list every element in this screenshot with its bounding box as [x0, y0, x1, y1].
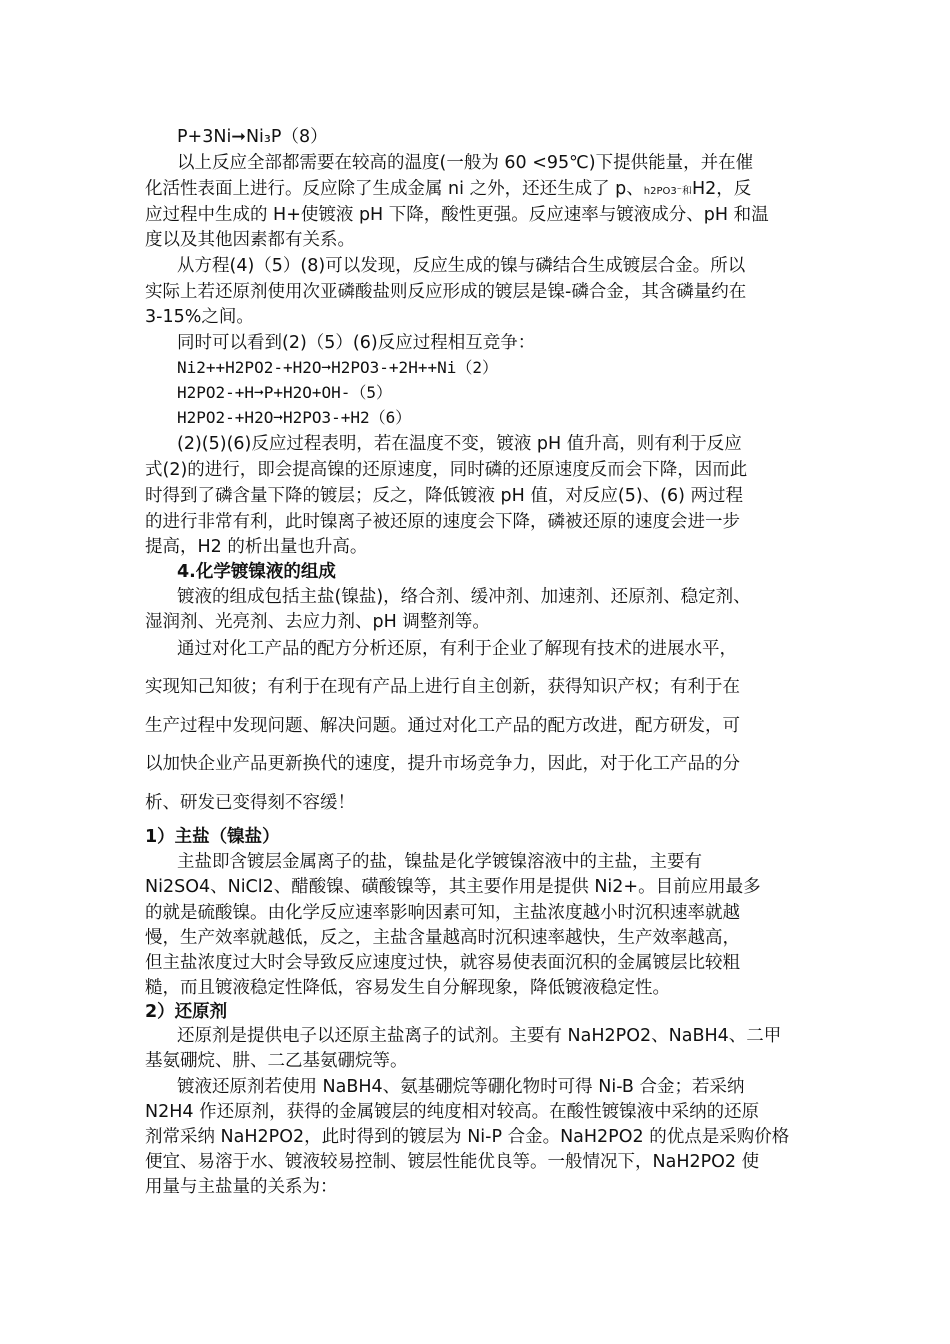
- paragraph-line: 时得到了磷含量下降的镀层；反之，降低镀液 pH 值，对反应(5)、(6) 两过程: [145, 486, 744, 506]
- paragraph-line: 基氨硼烷、肼、二乙基氨硼烷等。: [145, 1051, 408, 1071]
- paragraph-line: 但主盐浓度过大时会导致反应速度过快，就容易使表面沉积的金属镀层比较粗: [145, 953, 740, 973]
- paragraph-line: 度以及其他因素都有关系。: [145, 230, 355, 250]
- paragraph-line: 湿润剂、光亮剂、去应力剂、pH 调整剂等。: [145, 612, 490, 632]
- paragraph-line: 慢，生产效率就越低，反之，主盐含量越高时沉积速率越快，生产效率越高，: [145, 928, 740, 948]
- paragraph-line: 实际上若还原剂使用次亚磷酸盐则反应形成的镀层是镍-磷合金，其含磷量约在: [145, 282, 747, 302]
- paragraph-line: 化活性表面上进行。反应除了生成金属 ni 之外，还还生成了 p、h2PO3⁻和H2，反: [145, 179, 752, 199]
- paragraph-line: 生产过程中发现问题、解决问题。通过对化工产品的配方改进，配方研发，可: [145, 716, 740, 736]
- paragraph-line: (2)(5)(6)反应过程表明，若在温度不变，镀液 pH 值升高，则有利于反应: [177, 434, 742, 454]
- section-heading: 4.化学镀镍液的组成: [177, 562, 336, 582]
- equation-6: H2PO2-+H2O➞H2PO3-+H2（6）: [177, 408, 412, 427]
- paragraph-line: 提高，H2 的析出量也升高。: [145, 537, 368, 557]
- paragraph-line: 镀液还原剂若使用 NaBH4、氨基硼烷等硼化物时可得 Ni-B 合金；若采纳: [177, 1077, 745, 1097]
- paragraph-line: 通过对化工产品的配方分析还原，有利于企业了解现有技术的进展水平，: [177, 639, 737, 659]
- subsection-heading: 1）主盐（镍盐）: [145, 827, 280, 847]
- subscript-text: h2PO3⁻和: [643, 186, 692, 197]
- paragraph-line: 应过程中生成的 H+使镀液 pH 下降，酸性更强。反应速率与镀液成分、pH 和温: [145, 205, 769, 225]
- subsection-heading: 2）还原剂: [145, 1002, 228, 1022]
- paragraph-line: 剂常采纳 NaH2PO2，此时得到的镀层为 Ni-P 合金。NaH2PO2 的优点是采购价格: [145, 1127, 790, 1147]
- paragraph-line: 镀液的组成包括主盐(镍盐)，络合剂、缓冲剂、加速剂、还原剂、稳定剂、: [177, 587, 751, 607]
- paragraph-line: 析、研发已变得刻不容缓！: [145, 793, 355, 813]
- paragraph-line: 以加快企业产品更新换代的速度，提升市场竞争力，因此，对于化工产品的分: [145, 754, 740, 774]
- equation-8: P+3Ni➞Ni₃P（8）: [177, 127, 328, 147]
- paragraph-line: 的进行非常有利，此时镍离子被还原的速度会下降，磷被还原的速度会进一步: [145, 512, 740, 532]
- paragraph-line: 从方程(4)（5）(8)可以发现，反应生成的镍与磷结合生成镀层合金。所以: [177, 256, 746, 276]
- paragraph-line: 用量与主盐量的关系为：: [145, 1177, 338, 1197]
- paragraph-line: 以上反应全部都需要在较高的温度(一般为 60 <95℃)下提供能量，并在催: [177, 153, 754, 173]
- paragraph-line: 实现知己知彼；有利于在现有产品上进行自主创新，获得知识产权；有利于在: [145, 677, 740, 697]
- paragraph-line: 式(2)的进行，即会提高镍的还原速度，同时磷的还原速度反而会下降，因而此: [145, 460, 748, 480]
- paragraph-line: 的就是硫酸镍。由化学反应速率影响因素可知，主盐浓度越小时沉积速率就越: [145, 903, 740, 923]
- paragraph-line: Ni2SO4、NiCl2、醋酸镍、磺酸镍等，其主要作用是提供 Ni2+。目前应用最多: [145, 877, 761, 897]
- paragraph-line: N2H4 作还原剂，获得的金属镀层的纯度相对较高。在酸性镀镍液中采纳的还原: [145, 1102, 760, 1122]
- paragraph-line: 主盐即含镀层金属离子的盐，镍盐是化学镀镍溶液中的主盐，主要有: [177, 852, 702, 872]
- equation-2: Ni2++H2PO2-+H2O➞H2PO3-+2H++Ni（2）: [177, 358, 498, 377]
- paragraph-line: 便宜、易溶于水、镀液较易控制、镀层性能优良等。一般情况下，NaH2PO2 使: [145, 1152, 760, 1172]
- paragraph-line: 糙，而且镀液稳定性降低，容易发生自分解现象，降低镀液稳定性。: [145, 978, 670, 998]
- paragraph-line: 同时可以看到(2)（5）(6)反应过程相互竞争：: [177, 333, 536, 353]
- paragraph-line: 还原剂是提供电子以还原主盐离子的试剂。主要有 NaH2PO2、NaBH4、二甲: [177, 1026, 782, 1046]
- paragraph-line: 3-15%之间。: [145, 307, 254, 327]
- equation-5: H2PO2-+H➞P+H2O+OH-（5）: [177, 383, 393, 402]
